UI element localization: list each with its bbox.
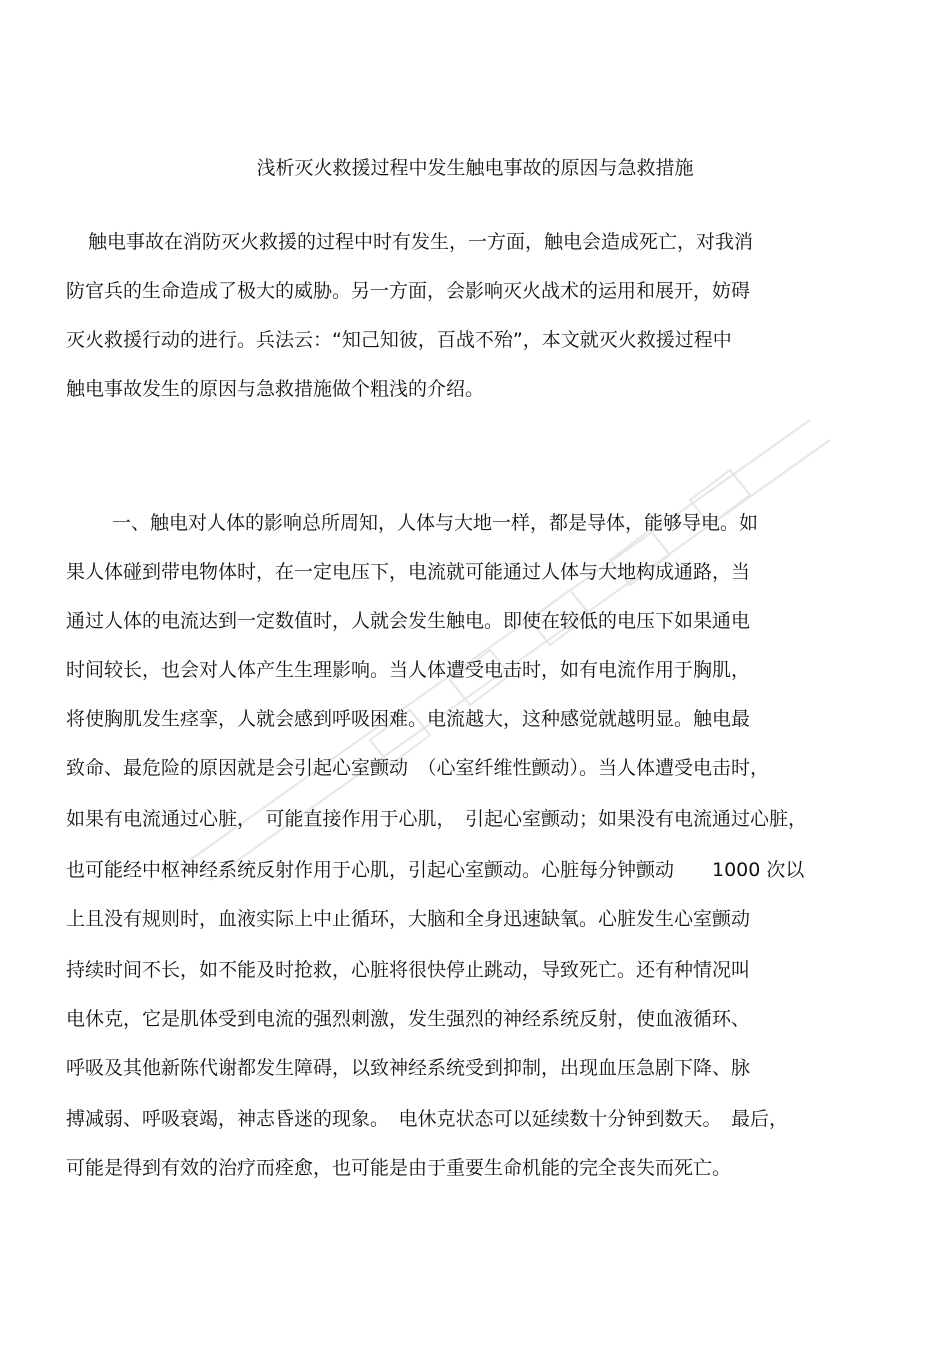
document-title: 浅析灭火救援过程中发生触电事故的原因与急救措施 [256, 157, 694, 179]
section1-line-2: 果人体碰到带电物体时，在一定电压下，电流就可能通过人体与大地构成通路，当 [66, 561, 751, 583]
section1-line-4: 时间较长，也会对人体产生生理影响。当人体遭受电击时，如有电流作用于胸肌， [66, 659, 751, 681]
intro-line-1: 触电事故在消防灭火救援的过程中时有发生，一方面，触电会造成死亡，对我消 [88, 231, 754, 253]
section1-line-12: 呼吸及其他新陈代谢都发生障碍，以致神经系统受到抑制，出现血压急剧下降、脉 [66, 1057, 751, 1079]
section1-line-13: 搏减弱、呼吸衰竭，神志昏迷的现象。 电休克状态可以延续数十分钟到数天。 最后， [66, 1108, 789, 1130]
section1-line-3: 通过人体的电流达到一定数值时，人就会发生触电。即使在较低的电压下如果通电 [66, 610, 751, 632]
section1-line-1: 一、触电对人体的影响总所周知，人体与大地一样，都是导体，能够导电。如 [112, 512, 759, 534]
intro-line-4: 触电事故发生的原因与急救措施做个粗浅的介绍。 [66, 378, 485, 400]
intro-line-3: 灭火救援行动的进行。兵法云：“知己知彼，百战不殆”，本文就灭火救援过程中 [66, 329, 732, 351]
section1-line-5: 将使胸肌发生痉挛，人就会感到呼吸困难。电流越大，这种感觉就越明显。触电最 [66, 708, 751, 730]
section1-line-14: 可能是得到有效的治疗而痊愈，也可能是由于重要生命机能的完全丧失而死亡。 [66, 1157, 732, 1179]
section1-line-11: 电休克，它是肌体受到电流的强烈刺激，发生强烈的神经系统反射，使血液循环、 [66, 1008, 751, 1030]
section1-line-10: 持续时间不长，如不能及时抢救，心脏将很快停止跳动，导致死亡。还有种情况叫 [66, 959, 751, 981]
section1-line-8: 也可能经中枢神经系统反射作用于心肌，引起心室颤动。心脏每分钟颤动 1000 次以 [66, 859, 805, 881]
section1-line-6: 致命、最危险的原因就是会引起心室颤动 （心室纤维性颤动）。当人体遭受电击时， [66, 757, 770, 779]
section1-line-9: 上且没有规则时，血液实际上中止循环，大脑和全身迅速缺氧。心脏发生心室颤动 [66, 908, 751, 930]
intro-line-2: 防官兵的生命造成了极大的威胁。另一方面，会影响灭火战术的运用和展开，妨碍 [66, 280, 751, 302]
section1-line-7: 如果有电流通过心脏， 可能直接作用于心肌， 引起心室颤动；如果没有电流通过心脏， [66, 808, 808, 830]
